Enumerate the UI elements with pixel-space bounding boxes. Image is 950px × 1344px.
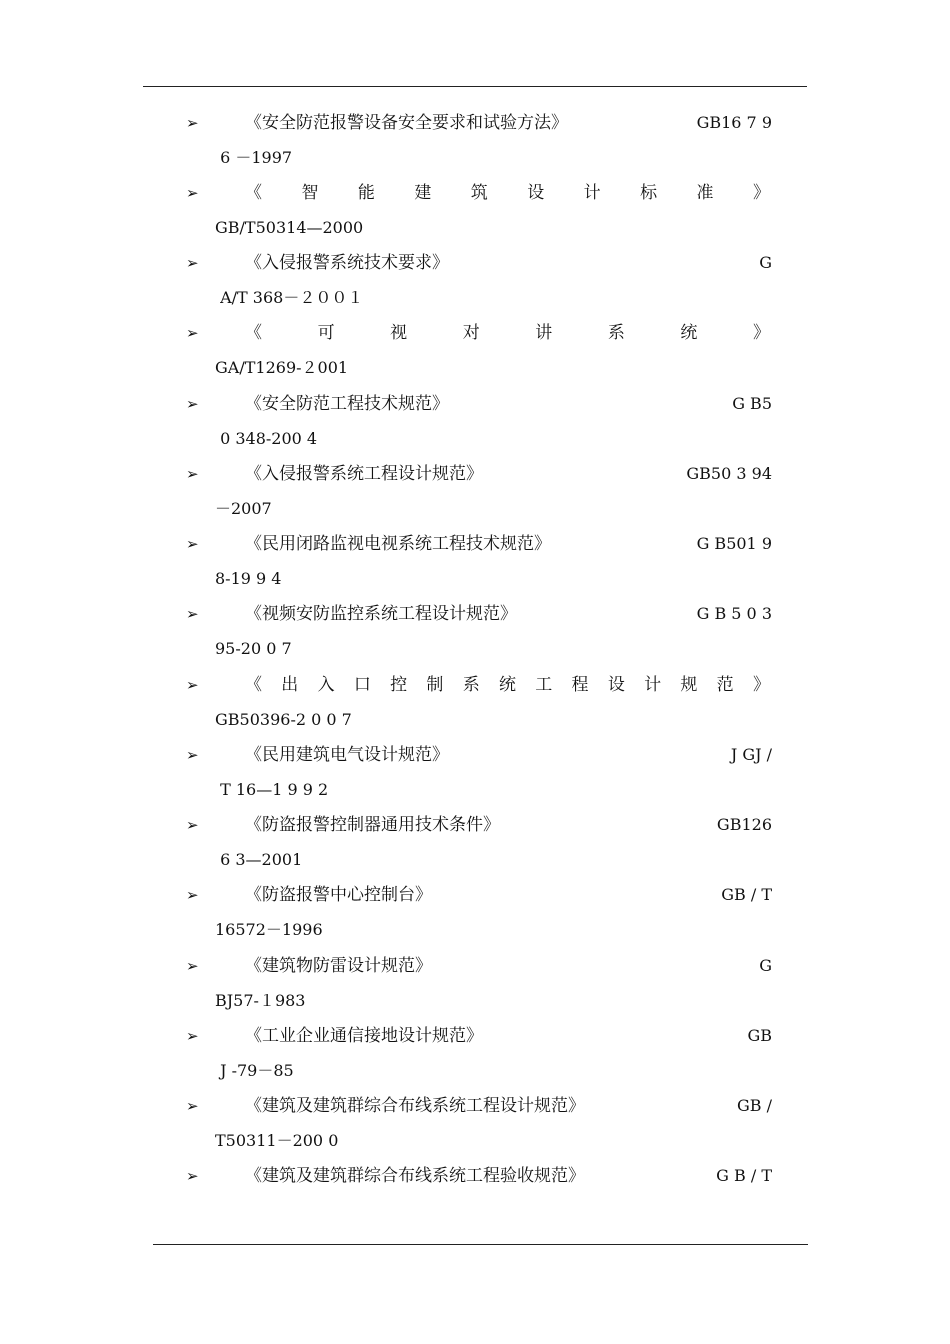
arrow-bullet-icon: ➢ [186, 254, 199, 272]
standard-entry [0, 526, 950, 596]
standard-code-line1: G [759, 956, 772, 975]
standard-title: 《安全防范工程技术规范》 [245, 394, 449, 414]
standard-entry [0, 315, 950, 385]
standard-code-line1: GB [747, 1026, 772, 1045]
arrow-bullet-icon: ➢ [186, 816, 199, 834]
standard-code-line2: A/T 368－２００１ [215, 288, 364, 307]
standard-entry [0, 737, 950, 807]
standard-title: 《安全防范报警设备安全要求和试验方法》 [245, 113, 568, 133]
standard-title: 《视频安防监控系统工程设计规范》 [245, 604, 517, 624]
standard-entry [0, 245, 950, 315]
standard-code-line2: 0 348-200 4 [215, 429, 318, 448]
standard-code-line1: G B501 9 [696, 534, 772, 553]
standard-code-line1: G B / T [716, 1166, 772, 1185]
standard-title: 《防盗报警控制器通用技术条件》 [245, 815, 500, 835]
standard-code-line2: －2007 [215, 499, 272, 518]
standard-code-line2: 8-19 9 4 [215, 569, 282, 588]
standard-entry [0, 948, 950, 1018]
arrow-bullet-icon: ➢ [186, 114, 199, 132]
arrow-bullet-icon: ➢ [186, 676, 199, 694]
footer-rule [153, 1244, 808, 1245]
standard-code-line1: GB16 7 9 [696, 113, 772, 132]
standard-code-line2: GA/T1269-２001 [215, 358, 349, 377]
standard-code-line2: 6 －1997 [215, 148, 293, 167]
standard-code-line2: GB/T50314—2000 [215, 218, 364, 237]
standard-code-line2: 16572－1996 [215, 920, 323, 939]
standard-code-line2: T50311－200 0 [215, 1131, 339, 1150]
standard-code-line1: GB50 3 94 [686, 464, 772, 483]
standard-title: 《建筑及建筑群综合布线系统工程验收规范》 [245, 1166, 585, 1186]
standard-entry [0, 386, 950, 456]
standard-title: 《入侵报警系统工程设计规范》 [245, 464, 483, 484]
standard-entry [0, 807, 950, 877]
standard-code-line2: J -79－85 [215, 1061, 294, 1080]
standard-title: 《建筑物防雷设计规范》 [245, 956, 432, 976]
standard-entry [0, 596, 950, 666]
standard-code-line1: G [759, 253, 772, 272]
standard-entry [0, 877, 950, 947]
standard-code-line1: J GJ / [730, 745, 772, 764]
standard-entry [0, 1158, 950, 1228]
arrow-bullet-icon: ➢ [186, 395, 199, 413]
standard-title: 《 出 入 口 控 制 系 统 工 程 设 计 规 范 》 [245, 675, 770, 695]
standard-entry [0, 1018, 950, 1088]
standard-code-line1: GB / T [721, 885, 772, 904]
arrow-bullet-icon: ➢ [186, 324, 199, 342]
standard-code-line2: BJ57-１983 [215, 991, 306, 1010]
standard-title: 《民用闭路监视电视系统工程技术规范》 [245, 534, 551, 554]
standard-title: 《 智 能 建 筑 设 计 标 准 》 [245, 183, 770, 203]
arrow-bullet-icon: ➢ [186, 184, 199, 202]
standard-code-line1: G B 5 0 3 [696, 604, 772, 623]
standard-entry [0, 667, 950, 737]
arrow-bullet-icon: ➢ [186, 605, 199, 623]
standard-entry [0, 1088, 950, 1158]
standard-title: 《建筑及建筑群综合布线系统工程设计规范》 [245, 1096, 585, 1116]
standard-code-line2: 95-20 0 7 [215, 639, 292, 658]
standard-title: 《工业企业通信接地设计规范》 [245, 1026, 483, 1046]
standard-entry [0, 456, 950, 526]
standard-code-line1: G B5 [732, 394, 772, 413]
standard-title: 《 可 视 对 讲 系 统 》 [245, 323, 770, 343]
standard-title: 《防盗报警中心控制台》 [245, 885, 432, 905]
standard-code-line1: GB126 [716, 815, 772, 834]
arrow-bullet-icon: ➢ [186, 957, 199, 975]
standard-code-line1: GB / [736, 1096, 772, 1115]
arrow-bullet-icon: ➢ [186, 1027, 199, 1045]
arrow-bullet-icon: ➢ [186, 1097, 199, 1115]
standard-code-line2: GB50396-2 0 0 7 [215, 710, 352, 729]
standard-entry [0, 105, 950, 175]
arrow-bullet-icon: ➢ [186, 886, 199, 904]
arrow-bullet-icon: ➢ [186, 1167, 199, 1185]
arrow-bullet-icon: ➢ [186, 465, 199, 483]
standard-title: 《入侵报警系统技术要求》 [245, 253, 449, 273]
arrow-bullet-icon: ➢ [186, 746, 199, 764]
standard-code-line2: 6 3—2001 [215, 850, 303, 869]
standard-title: 《民用建筑电气设计规范》 [245, 745, 449, 765]
standard-code-line2: T 16—1 9 9 2 [215, 780, 329, 799]
arrow-bullet-icon: ➢ [186, 535, 199, 553]
standard-entry [0, 175, 950, 245]
